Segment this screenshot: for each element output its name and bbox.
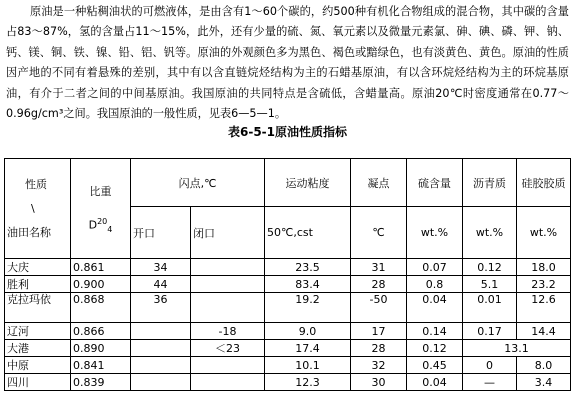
cell-closed: ＜23 (191, 340, 265, 357)
cell-name: 辽河 (5, 323, 71, 340)
cell-freeze: 30 (351, 374, 407, 391)
cell-viscosity: 12.3 (265, 374, 351, 391)
cell-open (131, 357, 191, 374)
header-flash-point: 闪点,℃ (131, 159, 265, 207)
header-freeze-unit: ℃ (351, 207, 407, 259)
cell-gum: 8.0 (517, 357, 571, 374)
cell-density: 0.890 (71, 340, 131, 357)
table-row (5, 357, 571, 374)
table-row (5, 340, 571, 357)
header-property-label: 性质 (25, 178, 47, 191)
cell-freeze: 17 (351, 323, 407, 340)
cell-gum: 3.4 (517, 374, 571, 391)
cell-gum: 12.6 (517, 293, 571, 323)
cell-open: 36 (131, 293, 191, 323)
table-row (5, 259, 571, 276)
cell-viscosity: 19.2 (265, 293, 351, 323)
header-sulfur-unit: wt.% (407, 207, 463, 259)
cell-sulfur: 0.07 (407, 259, 463, 276)
cell-name: 克拉玛依 (5, 293, 71, 323)
header-sulfur: 硫含量 (407, 159, 463, 207)
cell-asphalt-gum-merged: 13.1 (463, 340, 571, 357)
cell-sulfur: 0.04 (407, 374, 463, 391)
header-property-field (5, 159, 71, 259)
cell-name: 大庆 (5, 259, 71, 276)
header-closed-cup: 闭口 (191, 207, 265, 259)
table-row (5, 276, 571, 293)
cell-gum: 23.2 (517, 276, 571, 293)
cell-density: 0.866 (71, 323, 131, 340)
header-density-label: 比重 (89, 185, 112, 199)
cell-gum: 18.0 (517, 259, 571, 276)
cell-closed (191, 293, 265, 323)
cell-viscosity: 83.4 (265, 276, 351, 293)
cell-open: 34 (131, 259, 191, 276)
header-field-name-label: 油田名称 (7, 226, 51, 239)
header-viscosity-unit: 50℃,cst (265, 207, 351, 259)
cell-asphalt: 0.01 (463, 293, 517, 323)
cell-viscosity: 17.4 (265, 340, 351, 357)
cell-sulfur: 0.8 (407, 276, 463, 293)
cell-closed (191, 374, 265, 391)
cell-viscosity: 9.0 (265, 323, 351, 340)
table-row (5, 293, 571, 323)
cell-sulfur: 0.12 (407, 340, 463, 357)
cell-freeze: 31 (351, 259, 407, 276)
cell-open (131, 340, 191, 357)
cell-closed (191, 276, 265, 293)
cell-freeze: -50 (351, 293, 407, 323)
cell-asphalt: 0 (463, 357, 517, 374)
header-freeze-point: 凝点 (351, 159, 407, 207)
cell-name: 胜利 (5, 276, 71, 293)
table-title: 表6-5-1原油性质指标 (227, 125, 347, 139)
cell-open (131, 323, 191, 340)
cell-asphalt: 5.1 (463, 276, 517, 293)
cell-open: 44 (131, 276, 191, 293)
cell-gum: 14.4 (517, 323, 571, 340)
cell-viscosity: 10.1 (265, 357, 351, 374)
cell-freeze: 28 (351, 276, 407, 293)
header-slash: \ (31, 202, 35, 215)
cell-freeze: 32 (351, 357, 407, 374)
cell-asphalt: — (463, 374, 517, 391)
header-asphaltene: 沥青质 (463, 159, 517, 207)
header-viscosity: 运动粘度 (265, 159, 351, 207)
header-open-cup: 开口 (131, 207, 191, 259)
table-row (5, 323, 571, 340)
cell-closed: -18 (191, 323, 265, 340)
header-density (71, 159, 131, 259)
cell-sulfur: 0.14 (407, 323, 463, 340)
cell-open (131, 374, 191, 391)
cell-density: 0.868 (71, 293, 131, 323)
cell-sulfur: 0.04 (407, 293, 463, 323)
cell-density: 0.900 (71, 276, 131, 293)
cell-viscosity: 23.5 (265, 259, 351, 276)
cell-name: 大港 (5, 340, 71, 357)
cell-sulfur: 0.45 (407, 357, 463, 374)
cell-closed (191, 357, 265, 374)
cell-asphalt: 0.12 (463, 259, 517, 276)
cell-name: 四川 (5, 374, 71, 391)
header-asphaltene-unit: wt.% (463, 207, 517, 259)
cell-name: 中原 (5, 357, 71, 374)
crude-oil-properties-table (4, 158, 571, 391)
header-gum: 硅胶胶质 (517, 159, 571, 207)
cell-density: 0.841 (71, 357, 131, 374)
header-gum-unit: wt.% (517, 207, 571, 259)
cell-density: 0.839 (71, 374, 131, 391)
table-row (5, 374, 571, 391)
cell-freeze: 28 (351, 340, 407, 357)
cell-asphalt: 0.17 (463, 323, 517, 340)
intro-paragraph: 原油是一种粘稠油状的可燃液体，是由含有1～60个碳的，约500种有机化合物组成的混合物，其中碳的含量占83～87%，氢的含量占11～15%，此外，还有少量的硫、氮、氧元素以及微量元素氯、砷、碘、磷、钾、钠、钙、镁、铜、铁、镍、铅、铝、钒等。原油的外观颜色多为黑色、褐色或黯绿色，也有淡黄色、黄色。原油的性质因产地的不同有着悬殊的差别，其中有以含直链烷烃结构为主的石蜡基原油，有以含环烷烃结构为主的环烷基原油，有介于二者之间的中间基原油。我国原油的共同特点是含硫低，含蜡量高。原油20℃时密度通常在0.77～0.96g/cm³之间。我国原油的一般性质，见表6—5—1。 (6, 5, 569, 121)
header-density-symbol: $D^{20}_4$ (88, 217, 113, 234)
cell-density: 0.861 (71, 259, 131, 276)
cell-closed (191, 259, 265, 276)
